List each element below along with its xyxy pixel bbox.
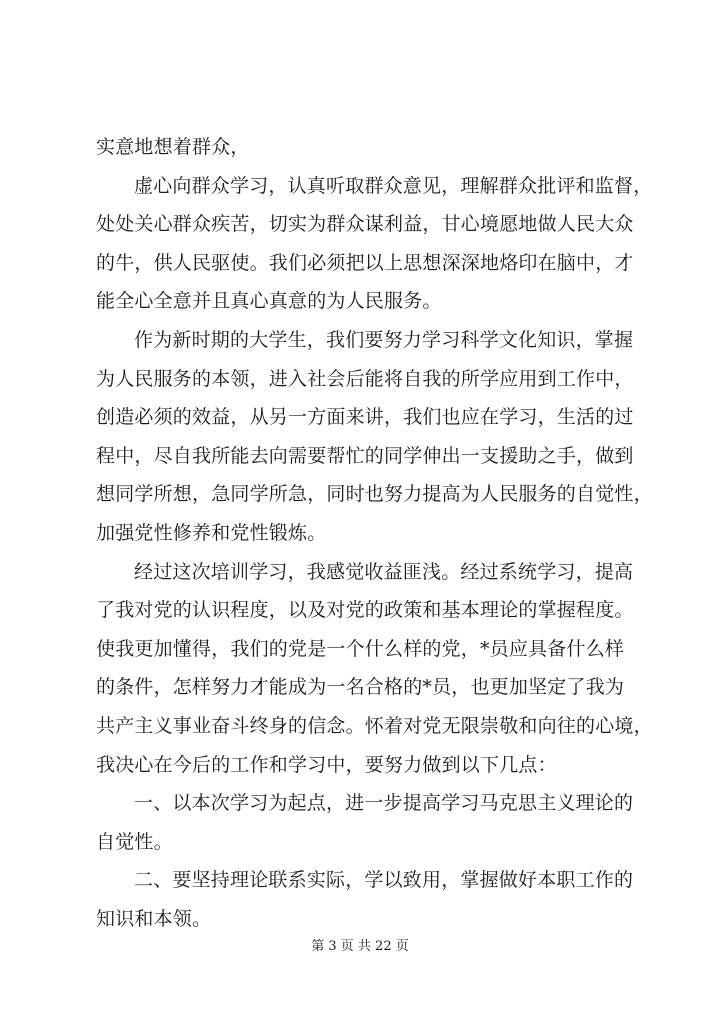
- text-line: 创造必须的效益，从另一方面来讲，我们也应在学习，生活的过: [96, 406, 634, 429]
- text-line: 知识和本领。: [96, 907, 212, 930]
- text-line: 二、要坚持理论联系实际，学以致用，掌握做好本职工作的: [134, 869, 634, 892]
- text-line: 作为新时期的大学生，我们要努力学习科学文化知识，掌握: [134, 328, 634, 351]
- text-line: 想同学所想，急同学所急，同时也努力提高为人民服务的自觉性，: [96, 483, 653, 506]
- text-line: 处处关心群众疾苦，切实为群众谋利益，甘心境愿地做人民大众: [96, 213, 634, 236]
- text-line: 经过这次培训学习，我感觉收益匪浅。经过系统学习，提高: [134, 560, 634, 583]
- text-line: 一、以本次学习为起点，进一步提高学习马克思主义理论的: [134, 792, 634, 815]
- page-number-footer: 第 3 页 共 22 页: [311, 939, 409, 954]
- text-line: 我决心在今后的工作和学习中，要努力做到以下几点：: [96, 753, 557, 776]
- document-body: [96, 128, 653, 938]
- text-line: 为人民服务的本领，进入社会后能将自我的所学应用到工作中，: [96, 367, 634, 390]
- text-line: 程中，尽自我所能去向需要帮忙的同学伸出一支援助之手，做到: [96, 444, 634, 467]
- text-line: 虚心向群众学习，认真听取群众意见，理解群众批评和监督，: [134, 174, 653, 197]
- text-line: 的牛，供人民驱使。我们必须把以上思想深深地烙印在脑中，才: [96, 251, 634, 274]
- text-line: 使我更加懂得，我们的党是一个什么样的党，*员应具备什么样: [96, 637, 625, 660]
- text-line: 能全心全意并且真心真意的为人民服务。: [96, 290, 442, 313]
- text-line: 加强党性修养和党性锻炼。: [96, 521, 327, 544]
- text-line: 的条件，怎样努力才能成为一名合格的*员，也更加坚定了我为: [96, 676, 625, 699]
- text-line: 了我对党的认识程度，以及对党的政策和基本理论的掌握程度。: [96, 599, 634, 622]
- text-line: 共产主义事业奋斗终身的信念。怀着对党无限崇敬和向往的心境，: [96, 714, 653, 737]
- text-line: 实意地想着群众，: [96, 136, 250, 158]
- text-line: 自觉性。: [96, 830, 173, 853]
